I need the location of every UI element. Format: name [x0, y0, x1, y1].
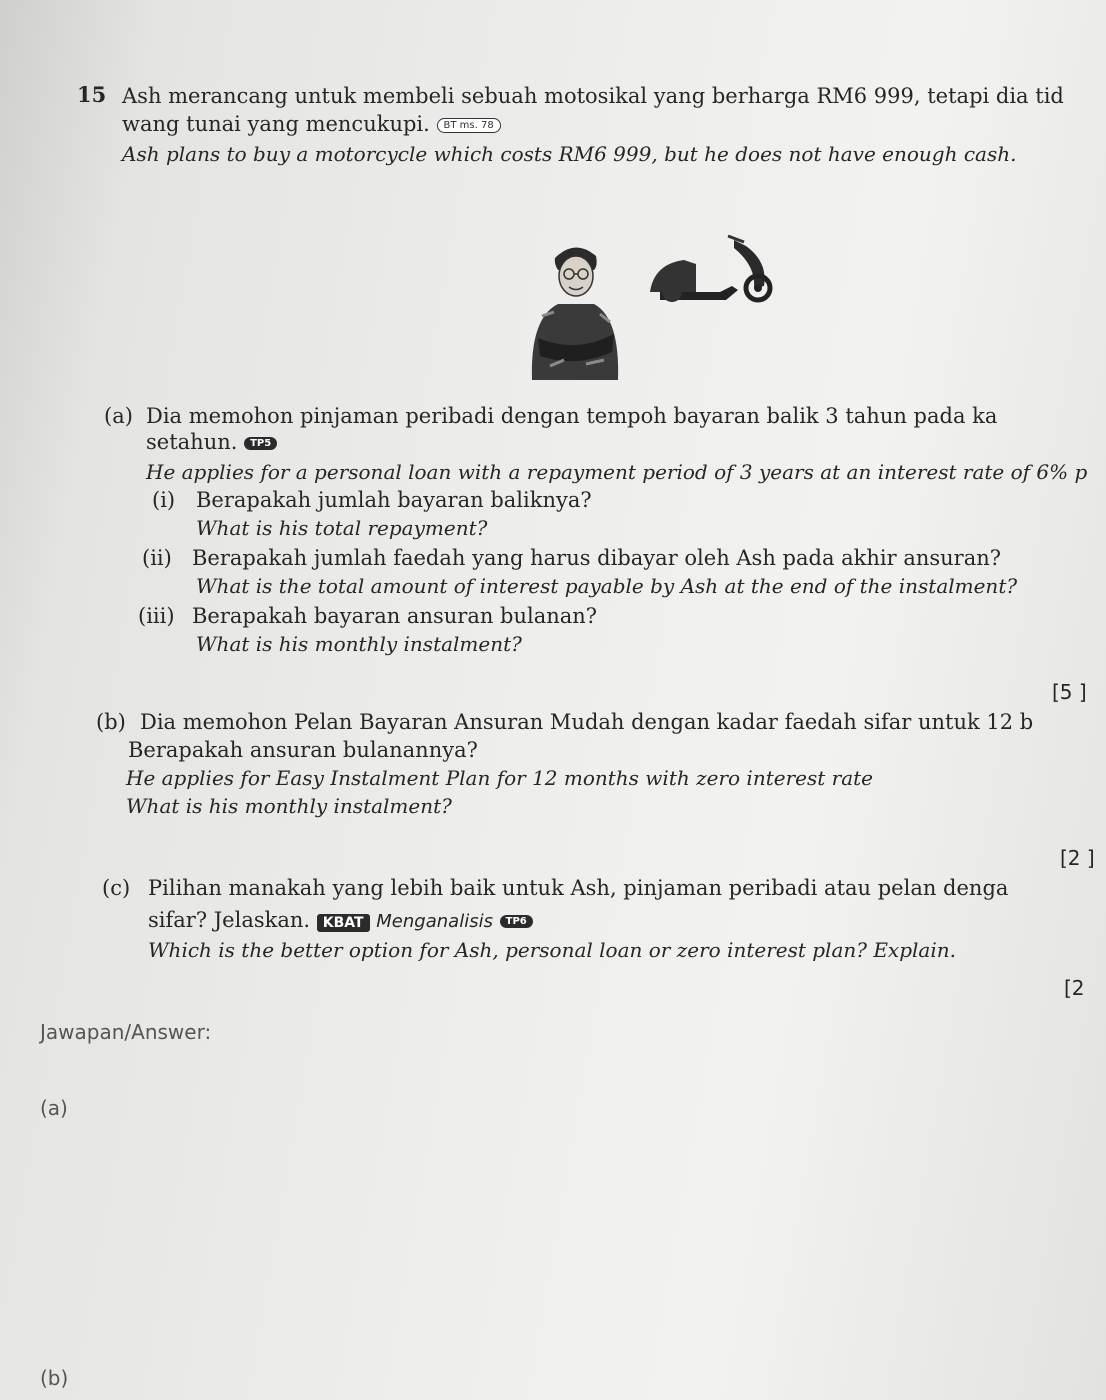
part-b-english-1: He applies for Easy Instalment Plan for 12 months with zero interest rate: [126, 766, 873, 790]
tp6-tag: TP6: [500, 915, 533, 928]
part-a-malay-1: Dia memohon pinjaman peribadi dengan tempoh bayaran balik 3 tahun pada ka: [146, 404, 998, 428]
illustration: [520, 230, 790, 390]
part-a-i-malay: Berapakah jumlah bayaran baliknya?: [196, 488, 592, 512]
part-a-malay-2: [146, 430, 277, 454]
part-a-iii-english: What is his monthly instalment?: [196, 632, 522, 656]
question-intro-malay-2-text: wang tunai yang mencukupi.: [122, 112, 430, 136]
man-with-crossed-arms-icon: [532, 247, 618, 380]
answer-heading: Jawapan/Answer:: [40, 1020, 212, 1044]
part-b-marks: [2 ]: [1060, 846, 1095, 870]
part-b-malay-2: Berapakah ansuran bulanannya?: [128, 738, 478, 762]
part-c-english: Which is the better option for Ash, personal loan or zero interest plan? Explain.: [148, 938, 956, 962]
part-c-malay-2: [148, 908, 533, 932]
part-b-malay-1: Dia memohon Pelan Bayaran Ansuran Mudah dengan kadar faedah sifar untuk 12 b: [140, 710, 1034, 734]
part-a-i-label: (i): [152, 488, 176, 512]
part-c-label: (c): [102, 876, 131, 900]
answer-b-label: (b): [40, 1366, 69, 1390]
kbat-badge: KBAT: [317, 914, 370, 932]
illustration-svg: [520, 230, 790, 390]
question-intro-english: Ash plans to buy a motorcycle which costs RM6 999, but he does not have enough cash.: [122, 142, 1017, 166]
part-c-malay-2-text: sifar? Jelaskan.: [148, 908, 311, 932]
bt-page-tag: BT ms. 78: [437, 118, 501, 133]
part-a-malay-2-text: setahun.: [146, 430, 238, 454]
answer-a-label: (a): [40, 1096, 68, 1120]
tp-tag: TP5: [244, 437, 277, 450]
part-a-iii-label: (iii): [138, 604, 175, 628]
part-a-i-english: What is his total repayment?: [196, 516, 488, 540]
scooter-icon: [650, 236, 770, 302]
kbat-skill: Menganalisis: [376, 911, 493, 932]
part-c-marks: [2: [1064, 976, 1085, 1000]
part-a-marks: [5 ]: [1052, 680, 1087, 704]
part-a-ii-english: What is the total amount of interest payable by Ash at the end of the instalment?: [196, 574, 1018, 598]
part-a-iii-malay: Berapakah bayaran ansuran bulanan?: [192, 604, 598, 628]
question-number: 15: [77, 82, 107, 107]
part-c-malay-1: Pilihan manakah yang lebih baik untuk Ash, pinjaman peribadi atau pelan denga: [148, 876, 1009, 900]
part-b-english-2: What is his monthly instalment?: [126, 794, 452, 818]
part-a-label: (a): [104, 404, 133, 428]
part-a-english: He applies for a personal loan with a repayment period of 3 years at an interest rate of 6% p: [146, 460, 1088, 484]
question-intro-malay-2: [122, 112, 501, 136]
part-a-ii-malay: Berapakah jumlah faedah yang harus dibayar oleh Ash pada akhir ansuran?: [192, 546, 1002, 570]
part-a-ii-label: (ii): [142, 546, 172, 570]
question-intro-malay: Ash merancang untuk membeli sebuah motosikal yang berharga RM6 999, tetapi dia tid: [122, 84, 1064, 108]
part-b-label: (b): [96, 710, 126, 734]
